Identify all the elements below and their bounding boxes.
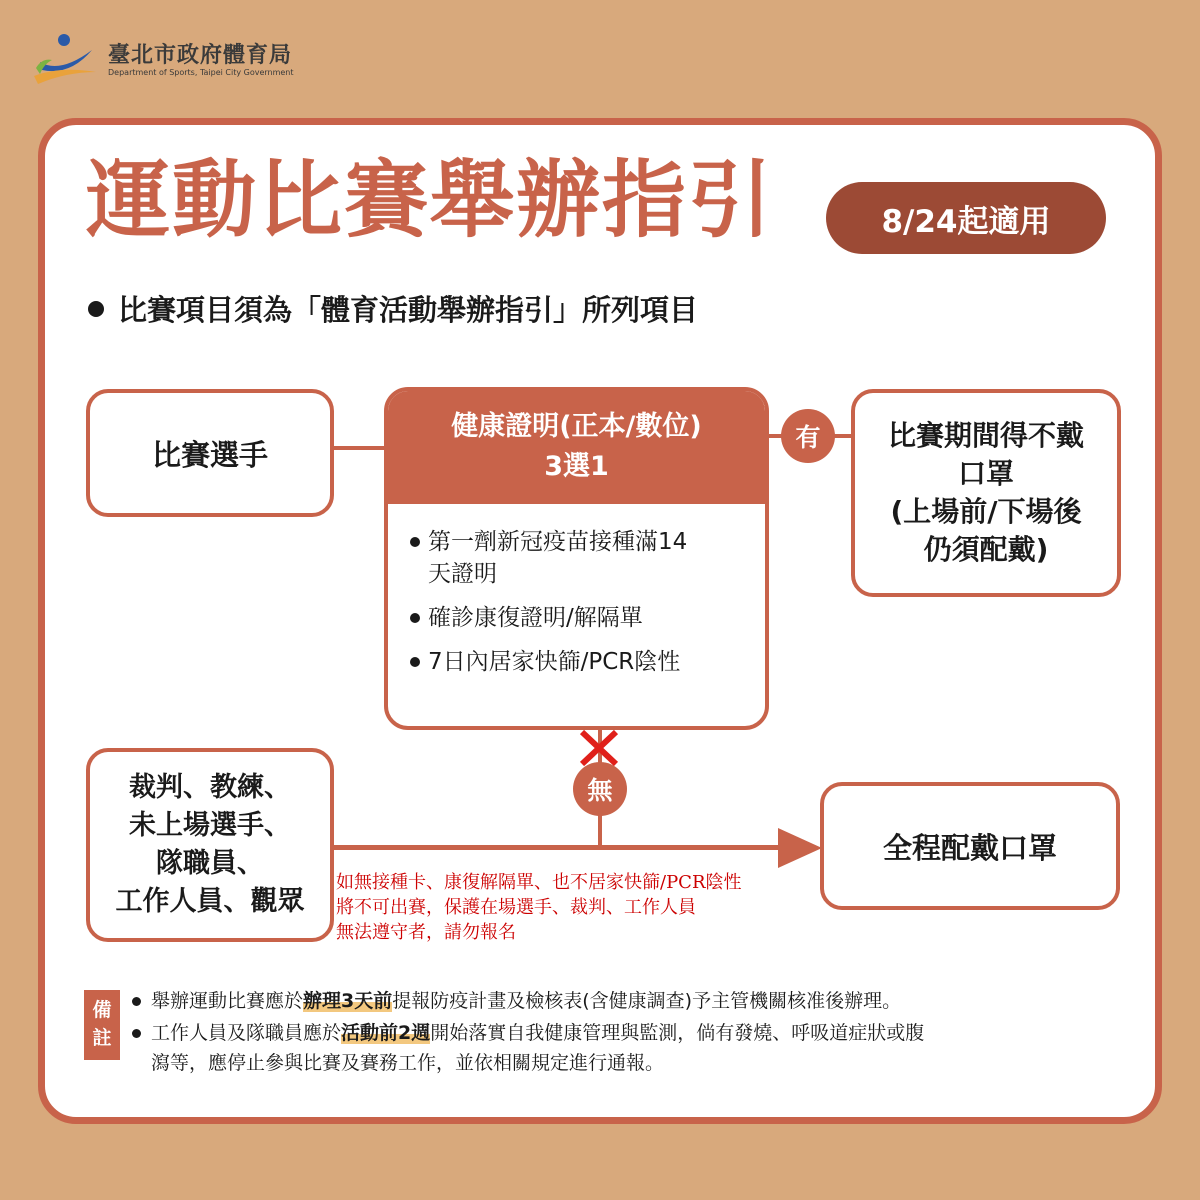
no-badge: 無 xyxy=(573,762,627,816)
note2-post: 開始落實自我健康管理與監測，倘有發燒、呼吸道症狀或腹 xyxy=(430,1022,925,1044)
mask-exempt-box xyxy=(851,389,1121,597)
notes-tag-line1: 備 xyxy=(92,999,112,1021)
certificate-heading-line1: 健康證明(正本/數位) xyxy=(451,411,702,442)
requirement-text: 比賽項目須為「體育活動舉辦指引」所列項目 xyxy=(118,293,699,327)
note1-pre: 舉辦運動比賽應於 xyxy=(151,990,304,1012)
full-mask-box xyxy=(820,782,1120,910)
certificate-heading xyxy=(388,391,765,504)
certificate-heading-line2: 3選1 xyxy=(544,451,609,482)
mask-exempt-line4: 仍須配戴) xyxy=(923,533,1049,566)
mask-exempt-line2: 口罩 xyxy=(957,457,1014,490)
notes-tag-line2: 註 xyxy=(92,1027,112,1049)
note1-highlight: 辦理3天前 xyxy=(303,990,393,1012)
has-badge: 有 xyxy=(781,409,835,463)
department-logo-icon xyxy=(30,32,100,88)
vaccine-option-line1: 第一劑新冠疫苗接種滿14 xyxy=(428,529,688,555)
staff-line4: 工作人員、觀眾 xyxy=(115,886,305,917)
date-badge: 8/24起適用 xyxy=(826,182,1106,254)
certificate-options-list xyxy=(388,504,765,678)
bullet-icon xyxy=(88,301,104,317)
requirement-line xyxy=(88,288,698,329)
list-item xyxy=(410,646,765,678)
notes-tag xyxy=(84,990,120,1060)
list-item xyxy=(410,602,765,634)
full-mask-label: 全程配戴口罩 xyxy=(882,830,1057,865)
test-option: 7日內居家快篩/PCR陰性 xyxy=(428,649,681,675)
arrow-right-icon xyxy=(778,828,822,868)
staff-line1: 裁判、教練、 xyxy=(129,772,291,803)
note-item xyxy=(132,1018,1122,1078)
note2-highlight: 活動前2週 xyxy=(341,1022,431,1044)
note2-line2: 瀉等，應停止參與比賽及賽務工作，並依相關規定進行通報。 xyxy=(151,1052,665,1074)
staff-line3: 隊職員、 xyxy=(156,848,264,879)
page-title: 運動比賽舉辦指引 xyxy=(86,151,775,249)
org-name-zh: 臺北市政府體育局 xyxy=(108,43,293,68)
connector-no-arrow xyxy=(598,812,602,848)
note-item xyxy=(132,986,1122,1016)
bullet-icon xyxy=(410,537,420,547)
red-annotation xyxy=(336,870,742,945)
annotation-line3: 無法遵守者，請勿報名 xyxy=(336,922,516,943)
athlete-box xyxy=(86,389,334,517)
connector-staff-mask xyxy=(332,845,784,850)
notes-section xyxy=(132,986,1122,1078)
bullet-icon xyxy=(132,997,141,1006)
annotation-line1: 如無接種卡、康復解隔單、也不居家快篩/PCR陰性 xyxy=(336,872,742,893)
staff-line2: 未上場選手、 xyxy=(129,810,291,841)
mask-exempt-line3: (上場前/下場後 xyxy=(890,495,1082,528)
org-name-en: Department of Sports, Taipei City Government xyxy=(108,68,294,77)
bullet-icon xyxy=(410,613,420,623)
mask-exempt-line1: 比賽期間得不戴 xyxy=(887,419,1084,452)
health-certificate-box xyxy=(384,387,769,730)
athlete-label: 比賽選手 xyxy=(151,437,268,472)
bullet-icon xyxy=(132,1029,141,1038)
annotation-line2: 將不可出賽，保護在場選手、裁判、工作人員 xyxy=(336,897,696,918)
recovery-option: 確診康復證明/解隔單 xyxy=(428,605,643,631)
note2-pre: 工作人員及隊職員應於 xyxy=(151,1022,342,1044)
list-item xyxy=(410,526,765,590)
vaccine-option-line2: 天證明 xyxy=(428,561,497,587)
staff-box xyxy=(86,748,334,942)
note1-post: 提報防疫計畫及檢核表(含健康調查)予主管機關核准後辦理。 xyxy=(392,990,902,1012)
connector-athlete-cert xyxy=(332,446,388,450)
bullet-icon xyxy=(410,657,420,667)
